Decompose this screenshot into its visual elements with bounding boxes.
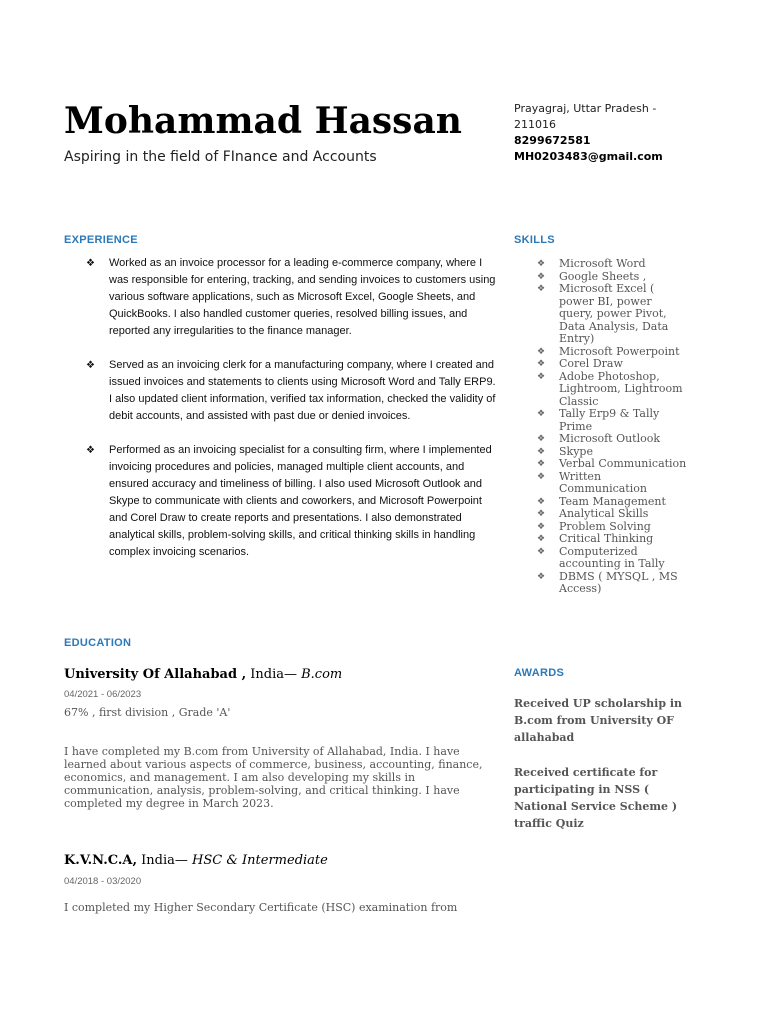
- award-item: Received UP scholarship in B.com from University OF allahabad: [514, 697, 683, 744]
- skill-label: Microsoft Excel ( power BI, power query, power Pivot, Data Analysis, Data Entry): [559, 282, 669, 345]
- award-item: Received certificate for participating in NSS ( National Service Scheme ) traffic Quiz: [514, 766, 678, 830]
- diamond-bullet-icon: ❖: [537, 509, 546, 519]
- diamond-bullet-icon: ❖: [86, 445, 95, 456]
- skill-label: Computerized accounting in Tally: [559, 544, 665, 570]
- diamond-bullet-icon: ❖: [537, 371, 546, 382]
- education-title: [64, 853, 328, 868]
- diamond-bullet-icon: ❖: [86, 360, 95, 371]
- skill-label: Analytical Skills: [559, 507, 649, 520]
- diamond-bullet-icon: ❖: [537, 284, 546, 294]
- experience-text: Performed as an invoicing specialist for a consulting firm, where I implemented invoicing procedures and policies, managed multiple client accounts, and ensured accuracy and timeliness of billing. I also used Microsoft Outlook and Skype to communicate with clients and coworkers, and Microsoft Powerpoint and Corel Draw to create reports and presentations. I also demonstrated analytical skills, problem-solving skills, and critical thinking skills in handling complex invoicing scenarios.: [109, 444, 492, 558]
- skill-item: [537, 371, 687, 409]
- experience-text: Worked as an invoice processor for a leading e-commerce company, where I was responsible for entering, tracking, and sending invoices to customers using various software applications, such as Microsoft Excel, Google Sheets, and QuickBooks. I also handled customer queries, resolved billing issues, and reported any irregularities to the finance manager.: [109, 257, 496, 337]
- diamond-bullet-icon: ❖: [537, 571, 546, 582]
- skill-label: Written Communication: [559, 469, 647, 495]
- diamond-bullet-icon: ❖: [537, 546, 546, 557]
- skills-list: [537, 258, 687, 596]
- awards-heading: AWARDS: [514, 667, 565, 679]
- diamond-bullet-icon: ❖: [537, 459, 546, 469]
- contact-block: [514, 101, 664, 165]
- skill-label: Microsoft Word: [559, 257, 646, 270]
- diamond-bullet-icon: ❖: [537, 271, 546, 282]
- experience-item: [86, 442, 496, 561]
- diamond-bullet-icon: ❖: [537, 534, 546, 544]
- diamond-bullet-icon: ❖: [537, 346, 546, 357]
- education-dates: 04/2021 - 06/2023: [64, 689, 142, 700]
- degree-name: HSC & Intermediate: [187, 853, 328, 868]
- institution-name: K.V.N.C.A,: [64, 853, 137, 868]
- skill-label: Adobe Photoshop, Lightroom, Lightroom Classic: [559, 369, 683, 408]
- contact-phone: 8299672581: [514, 134, 591, 147]
- experience-heading: EXPERIENCE: [64, 234, 138, 246]
- education-description: I completed my Higher Secondary Certificate (HSC) examination from: [64, 901, 458, 914]
- diamond-bullet-icon: ❖: [537, 259, 546, 269]
- diamond-bullet-icon: ❖: [537, 471, 546, 482]
- skill-label: Tally Erp9 & Tally Prime: [559, 407, 660, 433]
- candidate-name: Mohammad Hassan: [64, 100, 462, 142]
- contact-address: Prayagraj, Uttar Pradesh - 211016: [514, 102, 657, 131]
- degree-name: B.com: [296, 667, 343, 682]
- education-grade: 67% , first division , Grade 'A': [64, 706, 231, 719]
- skill-item: [537, 283, 687, 346]
- diamond-bullet-icon: ❖: [537, 446, 546, 457]
- contact-email: MH0203483@gmail.com: [514, 150, 663, 163]
- skill-label: Problem Solving: [559, 519, 651, 533]
- skill-label: Microsoft Outlook: [559, 432, 661, 445]
- skill-item: [537, 471, 687, 496]
- institution-location: India—: [246, 667, 297, 682]
- experience-text: Served as an invoicing clerk for a manufacturing company, where I created and issued invoices and statements to clients using Microsoft Word and Tally ERP9. I also updated client information, verified tax information, checked the validity of debit accounts, and assisted with past due or denied invoices.: [109, 359, 496, 422]
- skill-label: Verbal Communication: [559, 457, 687, 470]
- education-title: [64, 667, 342, 682]
- skills-heading: SKILLS: [514, 234, 555, 246]
- experience-list: [86, 255, 496, 578]
- skill-label: Corel Draw: [559, 357, 623, 370]
- skill-label: Critical Thinking: [559, 532, 654, 545]
- skill-item: [537, 546, 687, 571]
- education-description: I have completed my B.com from University of Allahabad, India. I have learned about various aspects of commerce, business, accounting, finance, economics, and management. I am also developing my skills in communication, analysis, problem-solving, and critical thinking. I have completed my degree in March 2023.: [64, 745, 483, 810]
- education-heading: EDUCATION: [64, 637, 132, 649]
- skill-label: Google Sheets ,: [559, 269, 647, 283]
- skill-item: [537, 571, 687, 596]
- education-dates: 04/2018 - 03/2020: [64, 876, 142, 887]
- skill-label: Skype: [559, 444, 593, 458]
- institution-name: University Of Allahabad ,: [64, 667, 247, 682]
- diamond-bullet-icon: ❖: [537, 359, 546, 369]
- diamond-bullet-icon: ❖: [537, 409, 546, 419]
- institution-location: India—: [137, 853, 188, 868]
- skill-label: DBMS ( MYSQL , MS Access): [559, 569, 678, 595]
- experience-item: [86, 357, 496, 425]
- tagline: Aspiring in the field of FInance and Accounts: [64, 149, 377, 165]
- experience-item: [86, 255, 496, 340]
- skill-label: Team Management: [559, 494, 666, 508]
- diamond-bullet-icon: ❖: [537, 521, 546, 532]
- skill-item: [537, 408, 687, 433]
- skill-label: Microsoft Powerpoint: [559, 344, 680, 358]
- diamond-bullet-icon: ❖: [86, 258, 95, 269]
- diamond-bullet-icon: ❖: [537, 434, 546, 444]
- diamond-bullet-icon: ❖: [537, 496, 546, 507]
